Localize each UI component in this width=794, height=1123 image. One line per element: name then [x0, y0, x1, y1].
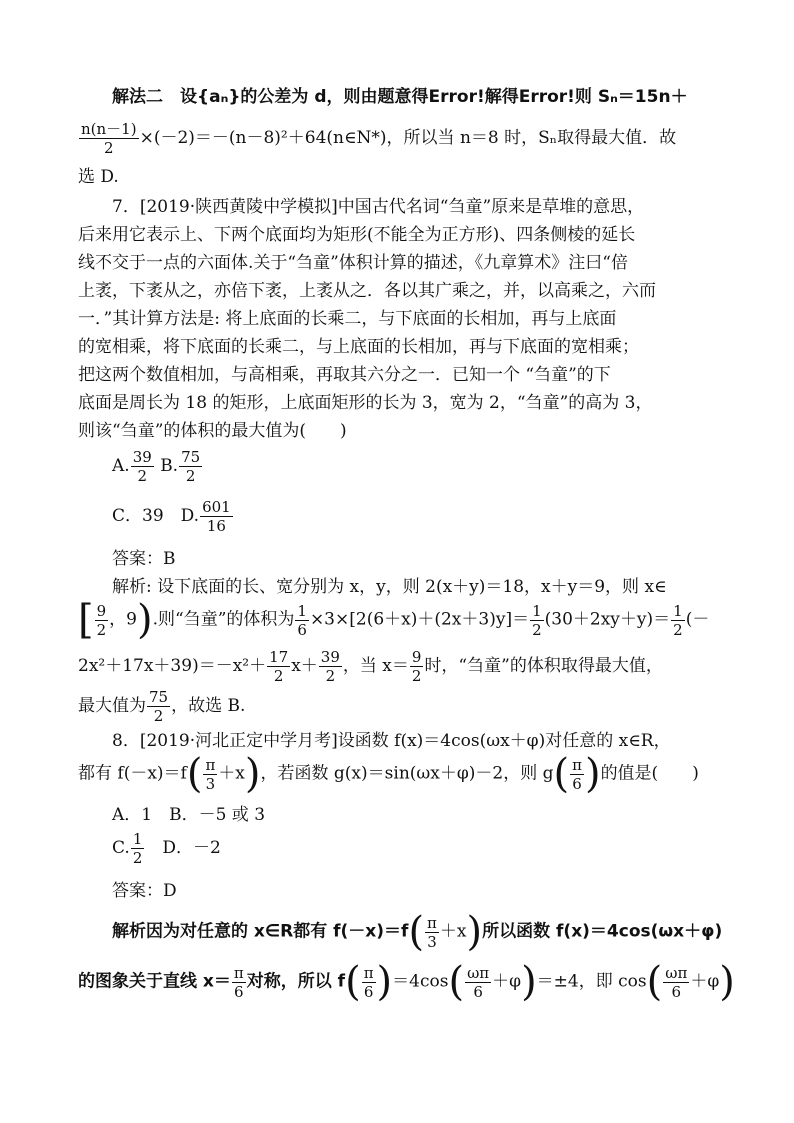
q7-option-d-label: D.	[180, 506, 200, 526]
fraction-17-over-2: $\frac{17}{2}$	[269, 648, 289, 685]
q8-option-c-value: $\frac{1}{2}$	[132, 830, 143, 867]
q7-analysis-line4	[78, 688, 728, 732]
q7-options-ab	[112, 448, 762, 492]
q7-stem-line7: 把这两个数值相加，与高相乘，再取其六分之一．已知一个 “刍童”的下	[78, 365, 611, 385]
quadratic-expr: 2x²＋17x＋39)＝－x²＋	[78, 656, 267, 676]
fraction-pi-over-6-c: $\frac{\pi}{6}$	[363, 963, 374, 1001]
fraction-omega-pi-over-6: $\frac{\omega\pi}{6}$	[467, 963, 490, 1001]
q8-options-ab: A．1 B．－5 或 3	[112, 805, 266, 825]
q7-option-b-label: B.	[160, 456, 179, 476]
fraction-9-over-2-b: $\frac{9}{2}$	[411, 648, 422, 685]
left-paren-icon: (	[553, 751, 570, 797]
q7-analysis-line2	[78, 597, 728, 644]
q8-analysis-line1	[112, 909, 762, 956]
right-paren-icon: )	[466, 909, 483, 955]
fraction-pi-over-3-b: $\frac{\pi}{3}$	[427, 913, 437, 951]
q7-stem-line8: 底面是周长为 18 的矩形，上底面矩形的长为 3，宽为 2，“刍童”的高为 3，	[78, 393, 653, 413]
analysis-text: 因为对任意的 x∈R都有 f(－x)＝f	[146, 921, 409, 942]
q7-stem-line6: 的宽相乘，将下底面的长乘二，与上底面的长相加，再与下底面的宽相乘；	[78, 337, 639, 357]
plus-x: ＋x	[218, 763, 245, 784]
volume-expr: ×3×[2(6＋x)＋(2x＋3)y]＝	[309, 609, 530, 630]
q7-option-a-label: A.	[112, 456, 130, 476]
q8-analysis-line2	[78, 959, 735, 1012]
solution2-line2	[78, 120, 728, 164]
left-paren-icon: (	[345, 959, 361, 1005]
plus-phi: ＋φ	[492, 971, 522, 992]
fraction-39-over-2: $\frac{39}{2}$	[320, 648, 340, 685]
symmetric-text: 对称，所以 f	[246, 971, 346, 992]
quadratic-x: x＋	[291, 656, 318, 676]
four-cos: ＝4cos	[392, 971, 449, 992]
q8-stem-line1: 8．[2019·河北正定中学月考]设函数 f(x)＝4cos(ωx＋φ)对任意的 x∈R，	[112, 731, 671, 751]
q7-stem-line5: 一．”其计算方法是: 将上底面的长乘二，与下底面的长相加，再与上底面	[78, 309, 617, 329]
value-question: 的值是( )	[600, 763, 699, 784]
q7-stem-line1: 7．[2019·陕西黄陵中学模拟]中国古代名词“刍童”原来是草堆的意思，	[112, 197, 645, 217]
volume-expr-3: (－	[685, 609, 710, 630]
right-paren-icon: )	[376, 959, 393, 1005]
q7-stem-line3: 线不交于一点的六面体.关于“刍童”体积计算的描述，《九章算术》注曰“倍	[78, 253, 628, 273]
q8-stem-line2	[78, 751, 728, 798]
q7-option-a-value: $\frac{39}{2}$	[132, 448, 152, 485]
max-label: 最大值为	[78, 696, 146, 716]
left-paren-icon: (	[186, 751, 203, 797]
q8-option-c-label: C.	[112, 838, 130, 858]
q8-option-d: D．－2	[162, 838, 221, 858]
symmetry-text: 都有 f(－x)＝f	[78, 763, 187, 784]
q8-answer: 答案：D	[112, 881, 177, 901]
q8-options-cd	[112, 830, 762, 874]
fraction-n-n-minus-1-over-2: $\frac{n(n-1)}{2}$	[81, 120, 137, 157]
when-x: ，当 x＝	[342, 656, 409, 676]
fraction-9-over-2: $\frac{9}{2}$	[96, 601, 107, 639]
left-paren-icon: (	[448, 959, 465, 1005]
right-paren-icon: )	[136, 597, 153, 643]
fraction-pi-over-6: $\frac{\pi}{6}$	[572, 755, 582, 793]
q7-options-cd	[112, 498, 762, 542]
symmetry-line-text: 的图象关于直线 x＝	[78, 971, 231, 992]
fraction-1-over-2: $\frac{1}{2}$	[532, 601, 542, 639]
volume-expr-2: (30＋2xy＋y)＝	[544, 609, 671, 630]
interval-upper: ，9	[109, 609, 137, 630]
q7-option-d-value: $\frac{601}{16}$	[202, 498, 231, 535]
fraction-1-over-6: $\frac{1}{6}$	[297, 601, 307, 639]
fraction-pi-over-3: $\frac{\pi}{3}$	[205, 755, 216, 793]
left-paren-icon: (	[646, 959, 663, 1005]
fraction-75-over-2: $\frac{75}{2}$	[149, 688, 169, 725]
equals-pm4: ＝±4，即 cos	[536, 971, 647, 992]
choose-b: ，故选 B.	[171, 696, 246, 716]
left-paren-icon: (	[408, 909, 425, 955]
solution2-line1	[112, 86, 762, 108]
volume-text: .则“刍童”的体积为	[152, 609, 295, 630]
max-text: 时，“刍童”的体积取得最大值，	[424, 656, 663, 676]
q7-analysis-line3	[78, 648, 728, 692]
q7-analysis-line1: 解析: 设下底面的长、宽分别为 x，y，则 2(x＋y)＝18，x＋y＝9，则 x∈	[112, 577, 667, 597]
q7-option-b-value: $\frac{75}{2}$	[181, 448, 201, 485]
g-function-text: ，若函数 g(x)＝sin(ωx＋φ)－2，则 g	[260, 763, 554, 784]
q7-answer: 答案：B	[112, 549, 176, 569]
q7-stem-line2: 后来用它表示上、下两个底面均为矩形(不能全为正方形)、四条侧棱的延长	[78, 225, 636, 245]
solution2-text: 解法二 设{aₙ}的公差为 d，则由题意得Error!解得Error!则 Sₙ＝15n＋	[112, 87, 688, 107]
function-text: 所以函数 f(x)＝4cos(ωx＋φ)	[482, 921, 723, 942]
fraction-pi-over-6-b: $\frac{\pi}{6}$	[233, 963, 244, 1001]
solution2-formula: ×(－2)＝－(n－8)²＋64(n∈N*)，所以当 n＝8 时，Sₙ取得最大值．故	[139, 128, 677, 148]
fraction-omega-pi-over-6-b: $\frac{\omega\pi}{6}$	[665, 963, 688, 1001]
right-paren-icon: )	[719, 959, 735, 1005]
analysis-label: 解析	[112, 921, 146, 942]
right-paren-icon: )	[244, 751, 261, 797]
q7-option-c: C．39	[112, 506, 164, 526]
right-paren-icon: )	[584, 751, 601, 797]
plus-x-b: ＋x	[439, 921, 467, 942]
solution2-line3: 选 D.	[78, 167, 119, 187]
right-paren-icon: )	[521, 959, 537, 1005]
q7-stem-line9: 则该“刍童”的体积的最大值为( )	[78, 421, 347, 441]
left-bracket-icon: [	[78, 597, 94, 643]
q7-stem-line4: 上袤，下袤从之，亦倍下袤，上袤从之．各以其广乘之，并，以高乘之，六而	[78, 281, 656, 301]
fraction-1-over-2-b: $\frac{1}{2}$	[673, 601, 683, 639]
plus-phi-b: ＋φ	[690, 971, 720, 992]
